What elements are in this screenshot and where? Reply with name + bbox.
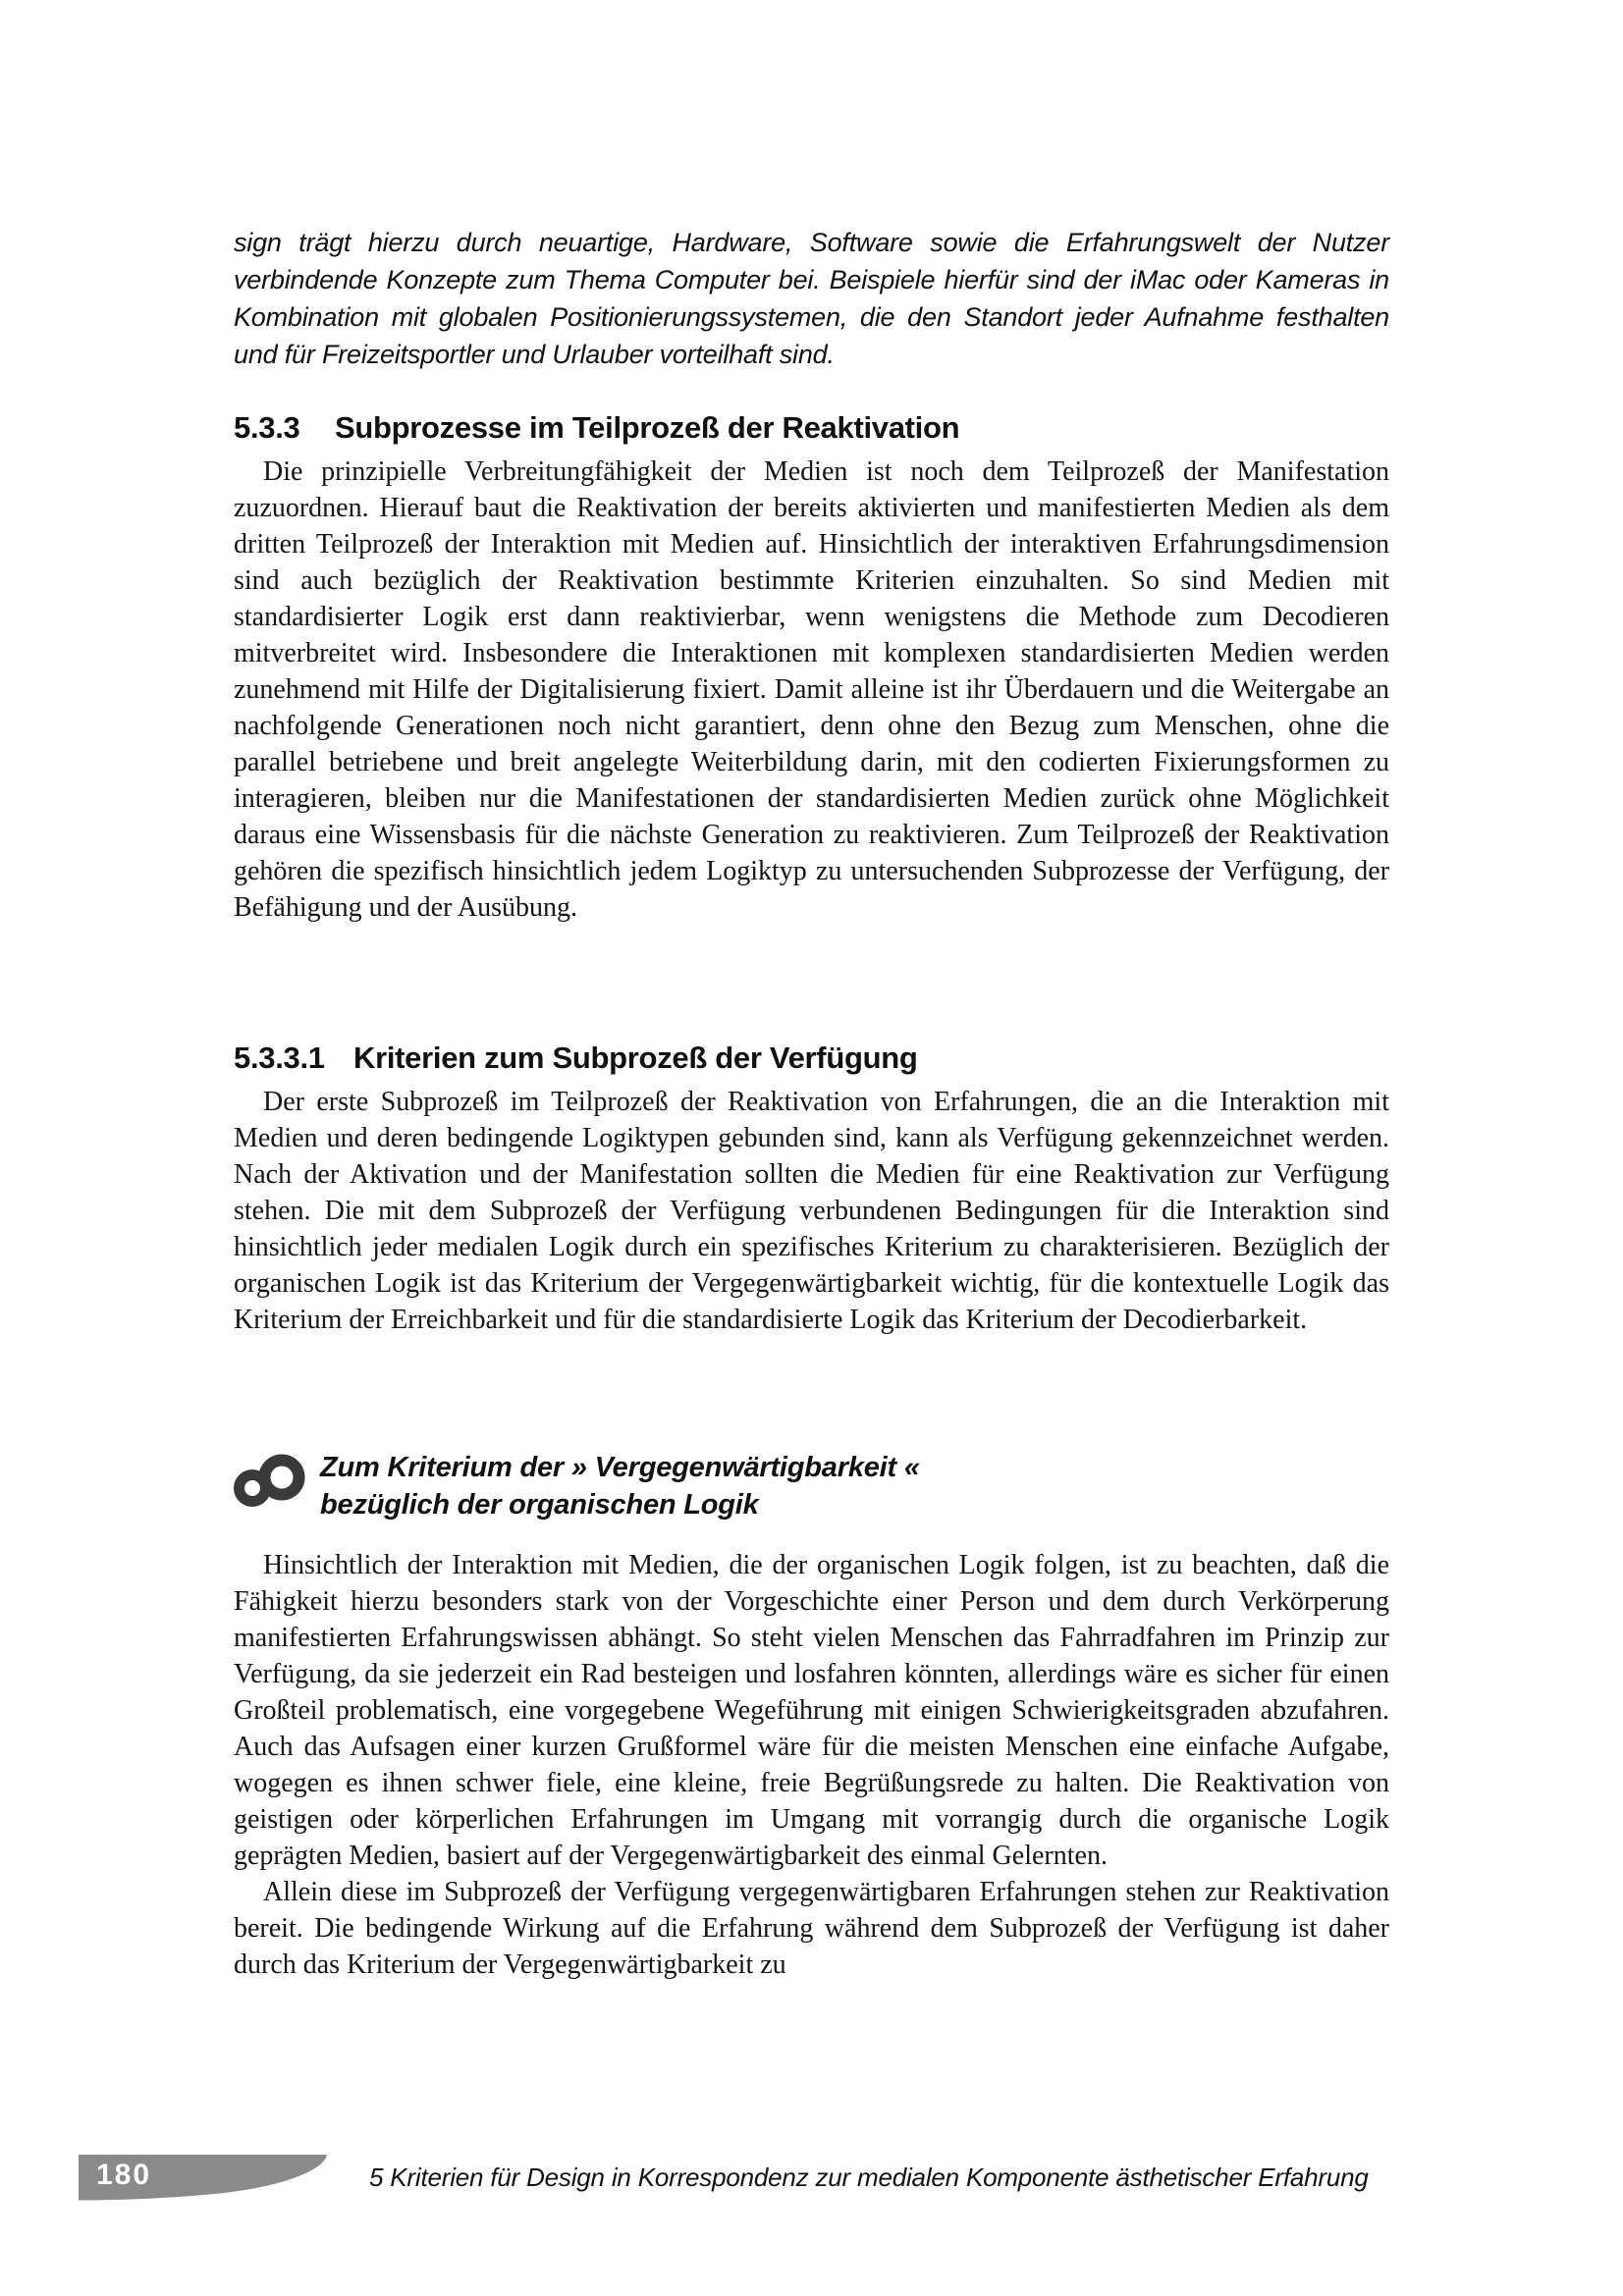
section-5-3-3-body — [234, 454, 1389, 926]
section-title: Subprozesse im Teilprozeß der Reaktivation — [335, 410, 960, 445]
running-footer-text: 5 Kriterien für Design in Korrespondenz zur medialen Komponente ästhetischer Erfahrung — [369, 2163, 1369, 2192]
body-paragraph: Die prinzipielle Verbreitungfähigkeit der Medien ist noch dem Teilprozeß der Manifestation zuzuordnen. Hierauf baut die Reaktivation der bereits aktivierten und manifestierten Medien als dem dritten Teilprozeß der Interaktion mit Medien auf. Hinsichtlich der interaktiven Erfahrungsdimension sind auch bezüglich der Reaktivation bestimmte Kriterien einzuhalten. So sind Medien mit standardisierter Logik erst dann reaktivierbar, wenn wenigstens die Methode zum Decodieren mitverbreitet wird. Insbesondere die Interaktionen mit komplexen standardisierten Medien werden zunehmend mit Hilfe der Digitalisierung fixiert. Damit alleine ist ihr Überdauern und die Weitergabe an nachfolgende Generationen noch nicht garantiert, denn ohne den Bezug zum Menschen, ohne die parallel betriebene und breit angelegte Weiterbildung darin, mit den codierten Fixierungsformen zu interagieren, bleiben nur die Manifestationen der standardisierten Medien zurück ohne Möglichkeit daraus eine Wissensbasis für die nächste Generation zu reaktivieren. Zum Teilprozeß der Reaktivation gehören die spezifisch hinsichtlich jedem Logiktyp zu untersuchenden Subprozesse der Verfügung, der Befähigung und der Ausübung. — [234, 456, 1389, 923]
callout-title-line2: bezüglich der organischen Logik — [320, 1489, 759, 1521]
infinity-icon — [234, 1451, 306, 1512]
body-paragraph: Der erste Subprozeß im Teilprozeß der Reaktivation von Erfahrungen, die an die Interaktion mit Medien und deren bedingende Logiktypen gebunden sind, kann als Verfügung gekennzeichnet werden. Nach der Aktivation und der Manifestation sollten die Medien für eine Reaktivation zur Verfügung stehen. Die mit dem Subprozeß der Verfügung verbundenen Bedingungen für die Interaktion sind hinsichtlich jeder medialen Logik durch ein spezifisches Kriterium zu charakterisieren. Bezüglich der organischen Logik ist das Kriterium der Vergegenwärtigbarkeit wichtig, für die kontextuelle Logik das Kriterium der Erreichbarkeit und für die standardisierte Logik das Kriterium der Decodierbarkeit. — [234, 1087, 1389, 1335]
section-heading-5-3-3 — [234, 410, 1389, 446]
callout-title-line1: Zum Kriterium der » Vergegenwärtigbarkeit « — [320, 1452, 920, 1483]
section-heading-5-3-3-1 — [234, 1041, 1389, 1076]
callout-heading-block — [234, 1449, 1389, 1523]
section-title: Kriterien zum Subprozeß der Verfügung — [353, 1041, 918, 1075]
section-number: 5.3.3 — [234, 410, 300, 445]
callout-title — [320, 1449, 920, 1523]
page-number: 180 — [96, 2159, 152, 2191]
body-paragraph: Allein diese im Subprozeß der Verfügung vergegenwärtigbaren Erfahrungen stehen zur Reaktivation bereit. Die bedingende Wirkung auf die Erfahrung während dem Subprozeß der Verfügung ist daher durch das Kriterium der Vergegenwärtigbarkeit zu — [234, 1877, 1389, 1980]
section-5-3-3-1-body — [234, 1084, 1389, 1338]
continuation-paragraph: sign trägt hierzu durch neuartige, Hardware, Software sowie die Erfahrungswelt der Nutzer verbindende Konzepte zum Thema Computer bei. Beispiele hierfür sind der iMac oder Kameras in Kombination mit globalen Positionierungssystemen, die den Standort jeder Aufnahme festhalten und für Freizeitsportler und Urlauber vorteilhaft sind. — [234, 228, 1389, 369]
body-paragraph: Hinsichtlich der Interaktion mit Medien, die der organischen Logik folgen, ist zu beachten, daß die Fähigkeit hierzu besonders stark von der Vorgeschichte einer Person und dem durch Verkörperung manifestierten Erfahrungswissen abhängt. So steht vielen Menschen das Fahrradfahren im Prinzip zur Verfügung, da sie jederzeit ein Rad besteigen und losfahren könnten, allerdings wäre es sicher für einen Großteil problematisch, eine vorgegebene Wegeführung mit einigen Schwierigkeitsgraden abzufahren. Auch das Aufsagen einer kurzen Grußformel wäre für die meisten Menschen eine einfache Aufgabe, wogegen es ihnen schwer fiele, eine kleine, freie Begrüßungsrede zu halten. Die Reaktivation von geistigen oder körperlichen Erfahrungen im Umgang mit vorrangig durch die organische Logik geprägten Medien, basiert auf der Vergegenwärtigbarkeit des einmal Gelernten. — [234, 1550, 1389, 1871]
section-number: 5.3.3.1 — [234, 1041, 325, 1075]
callout-body — [234, 1547, 1389, 1983]
